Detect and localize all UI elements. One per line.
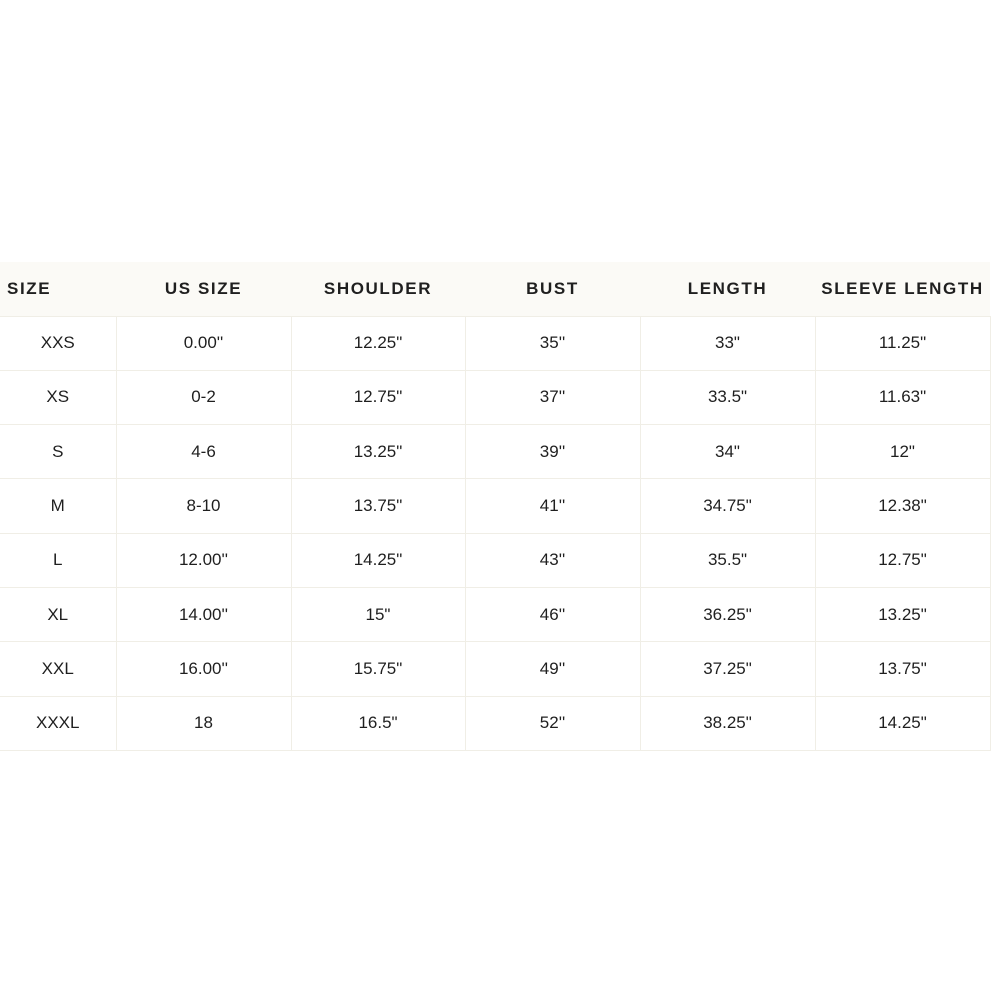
cell-us-size: 4-6 bbox=[116, 425, 291, 479]
cell-sleeve-length: 12.75" bbox=[815, 533, 990, 587]
cell-us-size: 16.00'' bbox=[116, 642, 291, 696]
cell-size: S bbox=[0, 425, 116, 479]
cell-size: XL bbox=[0, 587, 116, 641]
cell-size: XXS bbox=[0, 316, 116, 370]
cell-length: 38.25" bbox=[640, 696, 815, 750]
cell-us-size: 12.00'' bbox=[116, 533, 291, 587]
cell-sleeve-length: 13.75" bbox=[815, 642, 990, 696]
cell-sleeve-length: 14.25" bbox=[815, 696, 990, 750]
table-row bbox=[0, 696, 990, 750]
table-row bbox=[0, 370, 990, 424]
cell-bust: 35'' bbox=[465, 316, 640, 370]
cell-length: 33" bbox=[640, 316, 815, 370]
table-row bbox=[0, 425, 990, 479]
table-row bbox=[0, 533, 990, 587]
cell-length: 34.75" bbox=[640, 479, 815, 533]
cell-shoulder: 12.75" bbox=[291, 370, 465, 424]
cell-sleeve-length: 12.38" bbox=[815, 479, 990, 533]
cell-size: M bbox=[0, 479, 116, 533]
cell-bust: 46'' bbox=[465, 587, 640, 641]
cell-bust: 37'' bbox=[465, 370, 640, 424]
size-chart-table bbox=[0, 262, 991, 751]
cell-shoulder: 16.5" bbox=[291, 696, 465, 750]
header-sleeve-length: SLEEVE LENGTH bbox=[815, 262, 990, 316]
cell-bust: 41'' bbox=[465, 479, 640, 533]
cell-us-size: 0.00'' bbox=[116, 316, 291, 370]
cell-length: 34" bbox=[640, 425, 815, 479]
cell-shoulder: 15.75" bbox=[291, 642, 465, 696]
cell-size: XXL bbox=[0, 642, 116, 696]
cell-length: 36.25" bbox=[640, 587, 815, 641]
cell-shoulder: 15" bbox=[291, 587, 465, 641]
cell-length: 37.25" bbox=[640, 642, 815, 696]
cell-sleeve-length: 11.63" bbox=[815, 370, 990, 424]
cell-shoulder: 13.75" bbox=[291, 479, 465, 533]
cell-sleeve-length: 13.25" bbox=[815, 587, 990, 641]
header-bust: BUST bbox=[465, 262, 640, 316]
cell-length: 35.5" bbox=[640, 533, 815, 587]
cell-shoulder: 14.25" bbox=[291, 533, 465, 587]
header-row bbox=[0, 262, 990, 316]
cell-us-size: 14.00'' bbox=[116, 587, 291, 641]
table-row bbox=[0, 587, 990, 641]
cell-bust: 49'' bbox=[465, 642, 640, 696]
cell-shoulder: 12.25" bbox=[291, 316, 465, 370]
header-length: LENGTH bbox=[640, 262, 815, 316]
cell-sleeve-length: 11.25" bbox=[815, 316, 990, 370]
cell-length: 33.5" bbox=[640, 370, 815, 424]
cell-sleeve-length: 12" bbox=[815, 425, 990, 479]
cell-us-size: 18 bbox=[116, 696, 291, 750]
cell-size: L bbox=[0, 533, 116, 587]
table-row bbox=[0, 642, 990, 696]
header-shoulder: SHOULDER bbox=[291, 262, 465, 316]
cell-us-size: 0-2 bbox=[116, 370, 291, 424]
table-row bbox=[0, 479, 990, 533]
cell-size: XXXL bbox=[0, 696, 116, 750]
cell-shoulder: 13.25" bbox=[291, 425, 465, 479]
cell-bust: 39'' bbox=[465, 425, 640, 479]
cell-bust: 52'' bbox=[465, 696, 640, 750]
cell-bust: 43'' bbox=[465, 533, 640, 587]
header-us-size: US SIZE bbox=[116, 262, 291, 316]
cell-us-size: 8-10 bbox=[116, 479, 291, 533]
cell-size: XS bbox=[0, 370, 116, 424]
table-row bbox=[0, 316, 990, 370]
header-size: SIZE bbox=[0, 262, 116, 316]
